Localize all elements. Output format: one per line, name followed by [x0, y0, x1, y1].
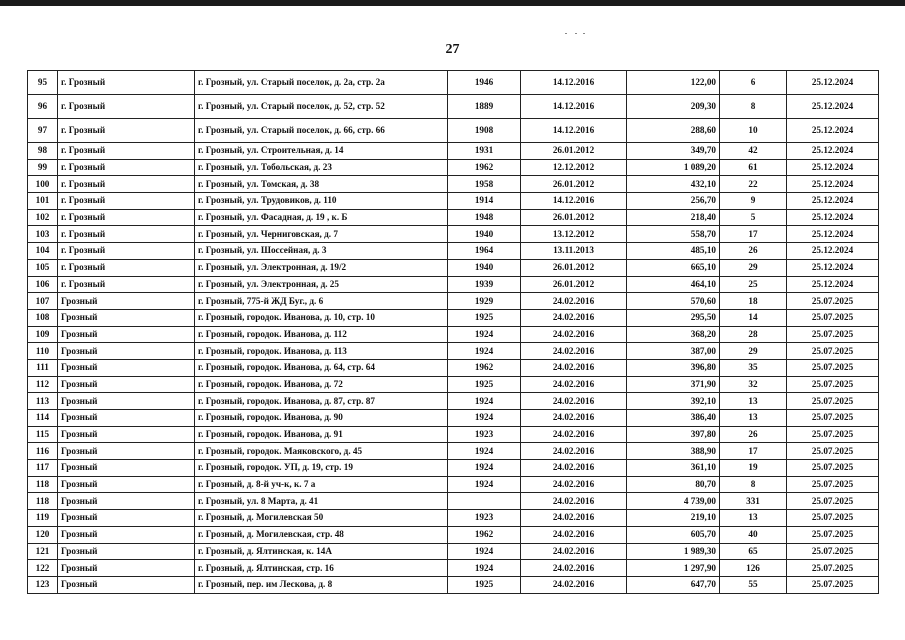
row-number: 112 [28, 376, 58, 393]
area-cell: 392,10 [627, 393, 720, 410]
address-cell: г. Грозный, д. Могилевская 50 [195, 510, 448, 527]
address-cell: г. Грозный, городок. Маяковского, д. 45 [195, 443, 448, 460]
address-cell: г. Грозный, 775-й ЖД Буг., д. 6 [195, 293, 448, 310]
area-cell: 122,00 [627, 71, 720, 95]
row-number: 111 [28, 359, 58, 376]
city-cell: Грозный [58, 493, 195, 510]
city-cell: Грозный [58, 543, 195, 560]
row-number: 123 [28, 576, 58, 593]
city-cell: Грозный [58, 476, 195, 493]
city-cell: г. Грозный [58, 209, 195, 226]
city-cell: Грозный [58, 359, 195, 376]
area-cell: 665,10 [627, 259, 720, 276]
date-cell: 24.02.2016 [521, 460, 627, 477]
deadline-cell: 25.12.2024 [787, 209, 879, 226]
deadline-cell: 25.07.2025 [787, 426, 879, 443]
row-number: 115 [28, 426, 58, 443]
construction-year-cell: 1923 [448, 510, 521, 527]
address-cell: г. Грозный, городок. Иванова, д. 64, стр. 64 [195, 359, 448, 376]
construction-year-cell: 1946 [448, 71, 521, 95]
city-cell: г. Грозный [58, 243, 195, 260]
address-cell: г. Грозный, д. Ялтинская, к. 14А [195, 543, 448, 560]
residents-count-cell: 55 [720, 576, 787, 593]
area-cell: 396,80 [627, 359, 720, 376]
row-number: 99 [28, 159, 58, 176]
area-cell: 219,10 [627, 510, 720, 527]
construction-year-cell: 1924 [448, 410, 521, 427]
row-number: 118 [28, 493, 58, 510]
city-cell: Грозный [58, 326, 195, 343]
date-cell: 24.02.2016 [521, 393, 627, 410]
residents-count-cell: 61 [720, 159, 787, 176]
deadline-cell: 25.12.2024 [787, 276, 879, 293]
table-row [28, 209, 879, 226]
construction-year-cell: 1925 [448, 309, 521, 326]
deadline-cell: 25.12.2024 [787, 95, 879, 119]
residents-count-cell: 32 [720, 376, 787, 393]
deadline-cell: 25.07.2025 [787, 493, 879, 510]
construction-year-cell: 1924 [448, 343, 521, 360]
date-cell: 24.02.2016 [521, 326, 627, 343]
residents-count-cell: 14 [720, 309, 787, 326]
area-cell: 4 739,00 [627, 493, 720, 510]
construction-year-cell [448, 493, 521, 510]
city-cell: г. Грозный [58, 276, 195, 293]
city-cell: г. Грозный [58, 193, 195, 210]
area-cell: 218,40 [627, 209, 720, 226]
address-cell: г. Грозный, городок. Иванова, д. 87, стр. 87 [195, 393, 448, 410]
construction-year-cell: 1925 [448, 376, 521, 393]
deadline-cell: 25.12.2024 [787, 243, 879, 260]
date-cell: 26.01.2012 [521, 276, 627, 293]
table-row [28, 476, 879, 493]
area-cell: 386,40 [627, 410, 720, 427]
deadline-cell: 25.07.2025 [787, 560, 879, 577]
table-row [28, 376, 879, 393]
table-row [28, 460, 879, 477]
area-cell: 368,20 [627, 326, 720, 343]
address-cell: г. Грозный, ул. Томская, д. 38 [195, 176, 448, 193]
area-cell: 80,70 [627, 476, 720, 493]
area-cell: 288,60 [627, 119, 720, 143]
city-cell: Грозный [58, 293, 195, 310]
table-row [28, 119, 879, 143]
city-cell: г. Грозный [58, 259, 195, 276]
row-number: 95 [28, 71, 58, 95]
deadline-cell: 25.12.2024 [787, 159, 879, 176]
table-row [28, 193, 879, 210]
row-number: 109 [28, 326, 58, 343]
area-cell: 1 297,90 [627, 560, 720, 577]
construction-year-cell: 1940 [448, 226, 521, 243]
city-cell: Грозный [58, 576, 195, 593]
construction-year-cell: 1924 [448, 476, 521, 493]
row-number: 102 [28, 209, 58, 226]
address-cell: г. Грозный, ул. Трудовиков, д. 110 [195, 193, 448, 210]
table-row [28, 576, 879, 593]
address-cell: г. Грозный, городок. Иванова, д. 10, стр. 10 [195, 309, 448, 326]
address-cell: г. Грозный, ул. Шоссейная, д. 3 [195, 243, 448, 260]
construction-year-cell: 1925 [448, 576, 521, 593]
date-cell: 14.12.2016 [521, 193, 627, 210]
residents-count-cell: 13 [720, 510, 787, 527]
residents-count-cell: 8 [720, 476, 787, 493]
residents-count-cell: 29 [720, 259, 787, 276]
address-cell: г. Грозный, городок. Иванова, д. 113 [195, 343, 448, 360]
construction-year-cell: 1939 [448, 276, 521, 293]
construction-year-cell: 1964 [448, 243, 521, 260]
residents-count-cell: 331 [720, 493, 787, 510]
city-cell: Грозный [58, 426, 195, 443]
scan-top-border [0, 0, 905, 6]
area-cell: 256,70 [627, 193, 720, 210]
residents-count-cell: 35 [720, 359, 787, 376]
area-cell: 647,70 [627, 576, 720, 593]
date-cell: 24.02.2016 [521, 560, 627, 577]
table-row [28, 393, 879, 410]
row-number: 107 [28, 293, 58, 310]
construction-year-cell: 1962 [448, 359, 521, 376]
table-row [28, 326, 879, 343]
deadline-cell: 25.07.2025 [787, 376, 879, 393]
city-cell: г. Грозный [58, 176, 195, 193]
construction-year-cell: 1924 [448, 326, 521, 343]
construction-year-cell: 1924 [448, 393, 521, 410]
table-row [28, 259, 879, 276]
area-cell: 1 089,20 [627, 159, 720, 176]
construction-year-cell: 1924 [448, 443, 521, 460]
row-number: 117 [28, 460, 58, 477]
residents-count-cell: 10 [720, 119, 787, 143]
city-cell: Грозный [58, 560, 195, 577]
table-row [28, 543, 879, 560]
date-cell: 24.02.2016 [521, 359, 627, 376]
row-number: 98 [28, 143, 58, 160]
table-row [28, 426, 879, 443]
city-cell: Грозный [58, 510, 195, 527]
date-cell: 14.12.2016 [521, 71, 627, 95]
deadline-cell: 25.07.2025 [787, 309, 879, 326]
address-cell: г. Грозный, ул. Старый поселок, д. 52, стр. 52 [195, 95, 448, 119]
table-row [28, 159, 879, 176]
table-row [28, 226, 879, 243]
date-cell: 26.01.2012 [521, 143, 627, 160]
residents-count-cell: 126 [720, 560, 787, 577]
date-cell: 13.12.2012 [521, 226, 627, 243]
date-cell: 13.11.2013 [521, 243, 627, 260]
city-cell: Грозный [58, 443, 195, 460]
deadline-cell: 25.12.2024 [787, 119, 879, 143]
address-cell: г. Грозный, ул. Электронная, д. 25 [195, 276, 448, 293]
residents-count-cell: 40 [720, 526, 787, 543]
deadline-cell: 25.07.2025 [787, 476, 879, 493]
row-number: 105 [28, 259, 58, 276]
residents-count-cell: 17 [720, 226, 787, 243]
row-number: 114 [28, 410, 58, 427]
construction-year-cell: 1924 [448, 460, 521, 477]
area-cell: 361,10 [627, 460, 720, 477]
row-number: 101 [28, 193, 58, 210]
residents-count-cell: 65 [720, 543, 787, 560]
deadline-cell: 25.12.2024 [787, 259, 879, 276]
address-cell: г. Грозный, городок. УП, д. 19, стр. 19 [195, 460, 448, 477]
residents-count-cell: 5 [720, 209, 787, 226]
construction-year-cell: 1962 [448, 526, 521, 543]
residents-count-cell: 29 [720, 343, 787, 360]
deadline-cell: 25.12.2024 [787, 176, 879, 193]
residents-count-cell: 26 [720, 426, 787, 443]
area-cell: 1 989,30 [627, 543, 720, 560]
row-number: 96 [28, 95, 58, 119]
address-cell: г. Грозный, городок. Иванова, д. 90 [195, 410, 448, 427]
area-cell: 349,70 [627, 143, 720, 160]
date-cell: 24.02.2016 [521, 493, 627, 510]
scan-speck [583, 33, 585, 34]
date-cell: 24.02.2016 [521, 343, 627, 360]
construction-year-cell: 1924 [448, 543, 521, 560]
city-cell: г. Грозный [58, 226, 195, 243]
residents-count-cell: 22 [720, 176, 787, 193]
deadline-cell: 25.07.2025 [787, 359, 879, 376]
address-cell: г. Грозный, ул. Фасадная, д. 19 , к. Б [195, 209, 448, 226]
deadline-cell: 25.07.2025 [787, 460, 879, 477]
row-number: 104 [28, 243, 58, 260]
address-cell: г. Грозный, д. Могилевская, стр. 48 [195, 526, 448, 543]
table-row [28, 493, 879, 510]
construction-year-cell: 1929 [448, 293, 521, 310]
area-cell: 397,80 [627, 426, 720, 443]
date-cell: 14.12.2016 [521, 95, 627, 119]
table-row [28, 95, 879, 119]
deadline-cell: 25.12.2024 [787, 193, 879, 210]
date-cell: 26.01.2012 [521, 209, 627, 226]
area-cell: 209,30 [627, 95, 720, 119]
construction-year-cell: 1924 [448, 560, 521, 577]
residents-count-cell: 18 [720, 293, 787, 310]
city-cell: Грозный [58, 393, 195, 410]
deadline-cell: 25.07.2025 [787, 343, 879, 360]
deadline-cell: 25.12.2024 [787, 226, 879, 243]
residents-count-cell: 19 [720, 460, 787, 477]
date-cell: 24.02.2016 [521, 426, 627, 443]
deadline-cell: 25.07.2025 [787, 326, 879, 343]
date-cell: 24.02.2016 [521, 476, 627, 493]
table-row [28, 343, 879, 360]
address-cell: г. Грозный, д. Ялтинская, стр. 16 [195, 560, 448, 577]
deadline-cell: 25.07.2025 [787, 510, 879, 527]
date-cell: 24.02.2016 [521, 376, 627, 393]
table-row [28, 176, 879, 193]
area-cell: 371,90 [627, 376, 720, 393]
table-row [28, 410, 879, 427]
row-number: 122 [28, 560, 58, 577]
row-number: 116 [28, 443, 58, 460]
date-cell: 24.02.2016 [521, 410, 627, 427]
city-cell: Грозный [58, 309, 195, 326]
residents-count-cell: 42 [720, 143, 787, 160]
date-cell: 24.02.2016 [521, 526, 627, 543]
construction-year-cell: 1948 [448, 209, 521, 226]
residents-count-cell: 13 [720, 410, 787, 427]
registry-table-body [28, 71, 879, 594]
row-number: 103 [28, 226, 58, 243]
date-cell: 12.12.2012 [521, 159, 627, 176]
deadline-cell: 25.12.2024 [787, 143, 879, 160]
residents-count-cell: 28 [720, 326, 787, 343]
table-row [28, 243, 879, 260]
construction-year-cell: 1931 [448, 143, 521, 160]
residents-count-cell: 17 [720, 443, 787, 460]
residents-count-cell: 8 [720, 95, 787, 119]
residents-count-cell: 26 [720, 243, 787, 260]
city-cell: Грозный [58, 376, 195, 393]
city-cell: Грозный [58, 460, 195, 477]
city-cell: г. Грозный [58, 71, 195, 95]
residents-count-cell: 6 [720, 71, 787, 95]
construction-year-cell: 1923 [448, 426, 521, 443]
address-cell: г. Грозный, ул. Старый поселок, д. 66, стр. 66 [195, 119, 448, 143]
deadline-cell: 25.07.2025 [787, 443, 879, 460]
address-cell: г. Грозный, ул. Черниговская, д. 7 [195, 226, 448, 243]
row-number: 110 [28, 343, 58, 360]
city-cell: г. Грозный [58, 95, 195, 119]
area-cell: 558,70 [627, 226, 720, 243]
area-cell: 295,50 [627, 309, 720, 326]
date-cell: 24.02.2016 [521, 510, 627, 527]
page-number: 27 [445, 42, 460, 57]
date-cell: 24.02.2016 [521, 443, 627, 460]
row-number: 100 [28, 176, 58, 193]
address-cell: г. Грозный, ул. Электронная, д. 19/2 [195, 259, 448, 276]
deadline-cell: 25.12.2024 [787, 71, 879, 95]
address-cell: г. Грозный, ул. Старый поселок, д. 2а, стр. 2а [195, 71, 448, 95]
date-cell: 24.02.2016 [521, 309, 627, 326]
scan-speck [575, 33, 577, 34]
address-cell: г. Грозный, пер. им Лескова, д. 8 [195, 576, 448, 593]
table-row [28, 309, 879, 326]
address-cell: г. Грозный, городок. Иванова, д. 72 [195, 376, 448, 393]
residents-count-cell: 13 [720, 393, 787, 410]
table-row [28, 71, 879, 95]
deadline-cell: 25.07.2025 [787, 393, 879, 410]
date-cell: 24.02.2016 [521, 576, 627, 593]
address-cell: г. Грозный, ул. 8 Марта, д. 41 [195, 493, 448, 510]
row-number: 118 [28, 476, 58, 493]
row-number: 97 [28, 119, 58, 143]
construction-year-cell: 1962 [448, 159, 521, 176]
city-cell: г. Грозный [58, 119, 195, 143]
city-cell: г. Грозный [58, 143, 195, 160]
deadline-cell: 25.07.2025 [787, 576, 879, 593]
row-number: 119 [28, 510, 58, 527]
area-cell: 570,60 [627, 293, 720, 310]
construction-year-cell: 1914 [448, 193, 521, 210]
table-row [28, 510, 879, 527]
table-row [28, 560, 879, 577]
area-cell: 464,10 [627, 276, 720, 293]
area-cell: 605,70 [627, 526, 720, 543]
city-cell: Грозный [58, 410, 195, 427]
housing-registry-table [27, 70, 879, 594]
construction-year-cell: 1940 [448, 259, 521, 276]
row-number: 113 [28, 393, 58, 410]
residents-count-cell: 25 [720, 276, 787, 293]
table-row [28, 359, 879, 376]
address-cell: г. Грозный, городок. Иванова, д. 91 [195, 426, 448, 443]
date-cell: 26.01.2012 [521, 176, 627, 193]
address-cell: г. Грозный, ул. Строительная, д. 14 [195, 143, 448, 160]
date-cell: 26.01.2012 [521, 259, 627, 276]
date-cell: 24.02.2016 [521, 293, 627, 310]
construction-year-cell: 1958 [448, 176, 521, 193]
date-cell: 24.02.2016 [521, 543, 627, 560]
residents-count-cell: 9 [720, 193, 787, 210]
table-row [28, 293, 879, 310]
address-cell: г. Грозный, ул. Тобольская, д. 23 [195, 159, 448, 176]
city-cell: Грозный [58, 343, 195, 360]
scan-speck [565, 33, 567, 34]
row-number: 108 [28, 309, 58, 326]
table-row [28, 143, 879, 160]
construction-year-cell: 1908 [448, 119, 521, 143]
area-cell: 388,90 [627, 443, 720, 460]
date-cell: 14.12.2016 [521, 119, 627, 143]
deadline-cell: 25.07.2025 [787, 526, 879, 543]
area-cell: 485,10 [627, 243, 720, 260]
deadline-cell: 25.07.2025 [787, 410, 879, 427]
table-row [28, 443, 879, 460]
row-number: 120 [28, 526, 58, 543]
city-cell: г. Грозный [58, 159, 195, 176]
deadline-cell: 25.07.2025 [787, 543, 879, 560]
area-cell: 432,10 [627, 176, 720, 193]
deadline-cell: 25.07.2025 [787, 293, 879, 310]
address-cell: г. Грозный, городок. Иванова, д. 112 [195, 326, 448, 343]
construction-year-cell: 1889 [448, 95, 521, 119]
row-number: 106 [28, 276, 58, 293]
city-cell: Грозный [58, 526, 195, 543]
area-cell: 387,00 [627, 343, 720, 360]
row-number: 121 [28, 543, 58, 560]
table-row [28, 526, 879, 543]
address-cell: г. Грозный, д. 8-й уч-к, к. 7 а [195, 476, 448, 493]
table-row [28, 276, 879, 293]
